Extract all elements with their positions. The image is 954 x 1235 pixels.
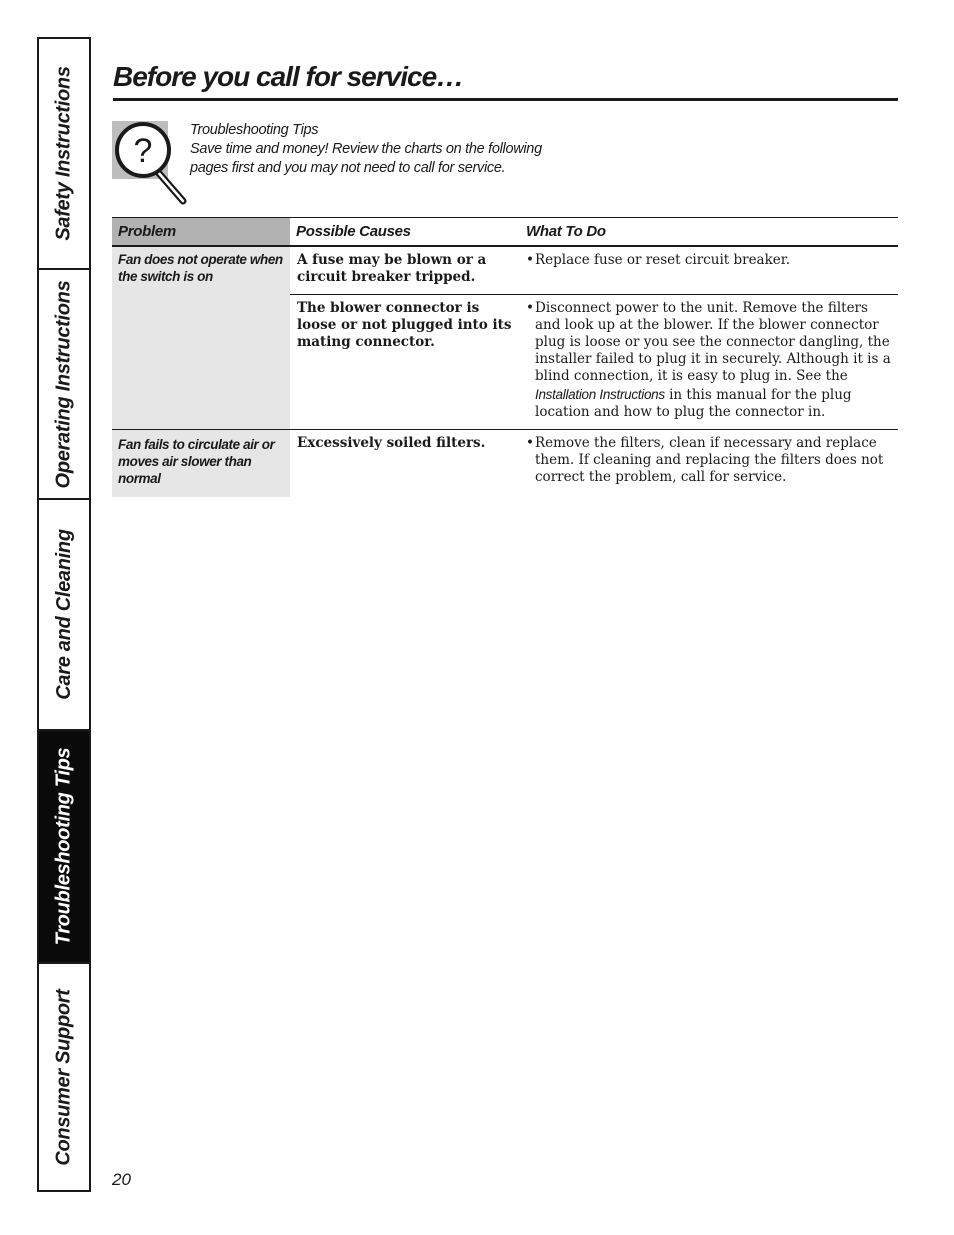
header-what-to-do: What To Do <box>520 218 898 246</box>
bullet-item <box>526 435 892 487</box>
svg-text:?: ? <box>133 132 153 170</box>
todo-text-part-2: in this manual for the plug location and how to plug the connector in. <box>535 386 852 420</box>
tab-safety-instructions[interactable] <box>39 39 89 270</box>
problem-cell: Fan does not operate when the switch is on <box>112 246 290 430</box>
section-tabs <box>37 37 91 1192</box>
page-number: 20 <box>112 1170 131 1189</box>
bullet-icon: • <box>526 251 534 268</box>
header-possible-causes: Possible Causes <box>290 218 520 246</box>
tab-troubleshooting-tips-label: Troubleshooting Tips <box>52 747 75 946</box>
tab-operating-instructions[interactable] <box>39 270 89 500</box>
installation-instructions-reference: Installation Instructions <box>535 386 665 402</box>
tips-line-2: pages first and you may not need to call for service. <box>190 160 506 176</box>
todo-cell <box>520 246 898 295</box>
cause-text: A fuse may be blown or a circuit breaker tripped. <box>297 251 487 285</box>
table-header-row <box>112 218 898 246</box>
table-row <box>112 429 898 497</box>
page-title: Before you call for service… <box>113 60 898 101</box>
todo-text: Replace fuse or reset circuit breaker. <box>535 251 791 268</box>
tips-heading: Troubleshooting Tips <box>190 122 319 138</box>
table-row <box>112 246 898 295</box>
header-problem: Problem <box>112 218 290 246</box>
bullet-item <box>526 252 892 269</box>
bullet-item <box>526 300 892 421</box>
tab-troubleshooting-tips[interactable] <box>39 731 89 964</box>
troubleshooting-tips-intro <box>190 121 610 178</box>
tips-line-1: Save time and money! Review the charts on the following <box>190 141 542 157</box>
cause-cell <box>290 429 520 497</box>
troubleshooting-table <box>112 217 898 497</box>
magnifier-question-icon <box>111 119 187 205</box>
todo-text <box>535 300 892 421</box>
todo-cell <box>520 294 898 429</box>
cause-cell <box>290 294 520 429</box>
todo-text-part-1: Disconnect power to the unit. Remove the filters and look up at the blower. If the blower connector plug is loose or you see the connector dangling, the installer failed to plug it in securely. Although it is a blind connection, it is easy to plug in. See the <box>535 299 891 385</box>
todo-cell <box>520 429 898 497</box>
tab-consumer-support-label: Consumer Support <box>52 988 75 1166</box>
problem-text: Fan fails to circulate air or moves air slower than normal <box>118 436 275 486</box>
bullet-icon: • <box>526 434 534 451</box>
cause-cell <box>290 246 520 295</box>
tab-safety-instructions-label: Safety Instructions <box>52 66 75 241</box>
tab-consumer-support[interactable] <box>39 964 89 1190</box>
cause-text: Excessively soiled filters. <box>297 434 486 451</box>
tab-operating-instructions-label: Operating Instructions <box>52 280 75 488</box>
bullet-icon: • <box>526 299 534 316</box>
cause-text: The blower connector is loose or not plugged into its mating connector. <box>297 299 512 350</box>
todo-text: Remove the filters, clean if necessary and replace them. If cleaning and replacing the filters does not correct the problem, call for service. <box>535 434 884 486</box>
tab-care-and-cleaning-label: Care and Cleaning <box>52 529 75 700</box>
problem-cell <box>112 429 290 497</box>
tab-care-and-cleaning[interactable] <box>39 500 89 731</box>
